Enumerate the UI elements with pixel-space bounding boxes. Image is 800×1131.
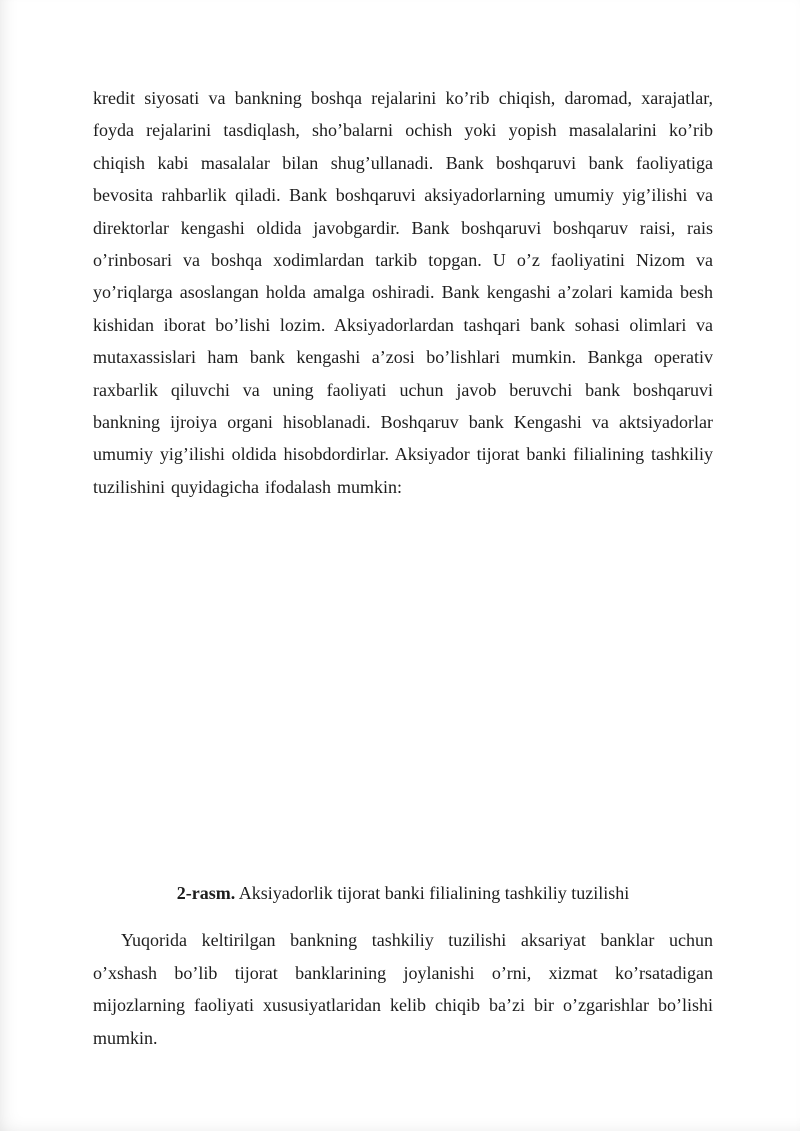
figure-caption-text: Aksiyadorlik tijorat banki filialining tashkiliy tuzilishi — [235, 883, 630, 904]
body-paragraph-1: kredit siyosati va bankning boshqa rejalarini ko’rib chiqish, daromad, xarajatlar, foyda rejalarini tasdiqlash, sho’balarni ochish yoki yopish masalalarini ko’rib chiqish kabi masalalar bilan shug’ullanadi. Bank boshqaruvi bank faoliyatiga bevosita rahbarlik qiladi. Bank boshqaruvi aksiyadorlarning umumiy yig’ilishi va direktorlar kengashi oldida javobgardir. Bank boshqaruvi boshqaruv raisi, rais o’rinbosari va boshqa xodimlardan tarkib topgan. U o’z faoliyatini Nizom va yo’riqlarga asoslangan holda amalga oshiradi. Bank kengashi a’zolari kamida besh kishidan iborat bo’lishi lozim. Aksiyadorlardan tashqari bank sohasi olimlari va mutaxassislari ham bank kengashi a’zosi bo’lishlari mumkin. Bankga operativ raxbarlik qiluvchi va uning faoliyati uchun javob beruvchi bank boshqaruvi bankning ijroiya organi hisoblanadi. Boshqaruv bank Kengashi va aktsiyadorlar umumiy yig’ilishi oldida hisobdordirlar. Aksiyador tijorat banki filialining tashkiliy tuzilishini quyidagicha ifodalash mumkin: — [93, 88, 713, 497]
page-content — [93, 82, 713, 1054]
figure-caption-label: 2-rasm. — [176, 883, 236, 904]
figure-placeholder — [93, 503, 713, 877]
body-paragraph-2: Yuqorida keltirilgan bankning tashkiliy tuzilishi aksariyat banklar uchun o’xshash bo’lib tijorat banklarining joylanishi o’rni, xizmat ko’rsatadigan mijozlarning faoliyati xususiyatlaridan kelib chiqib ba’zi bir o’zgarishlar bo’lishi mumkin. — [93, 930, 713, 1048]
figure-caption — [93, 877, 713, 909]
